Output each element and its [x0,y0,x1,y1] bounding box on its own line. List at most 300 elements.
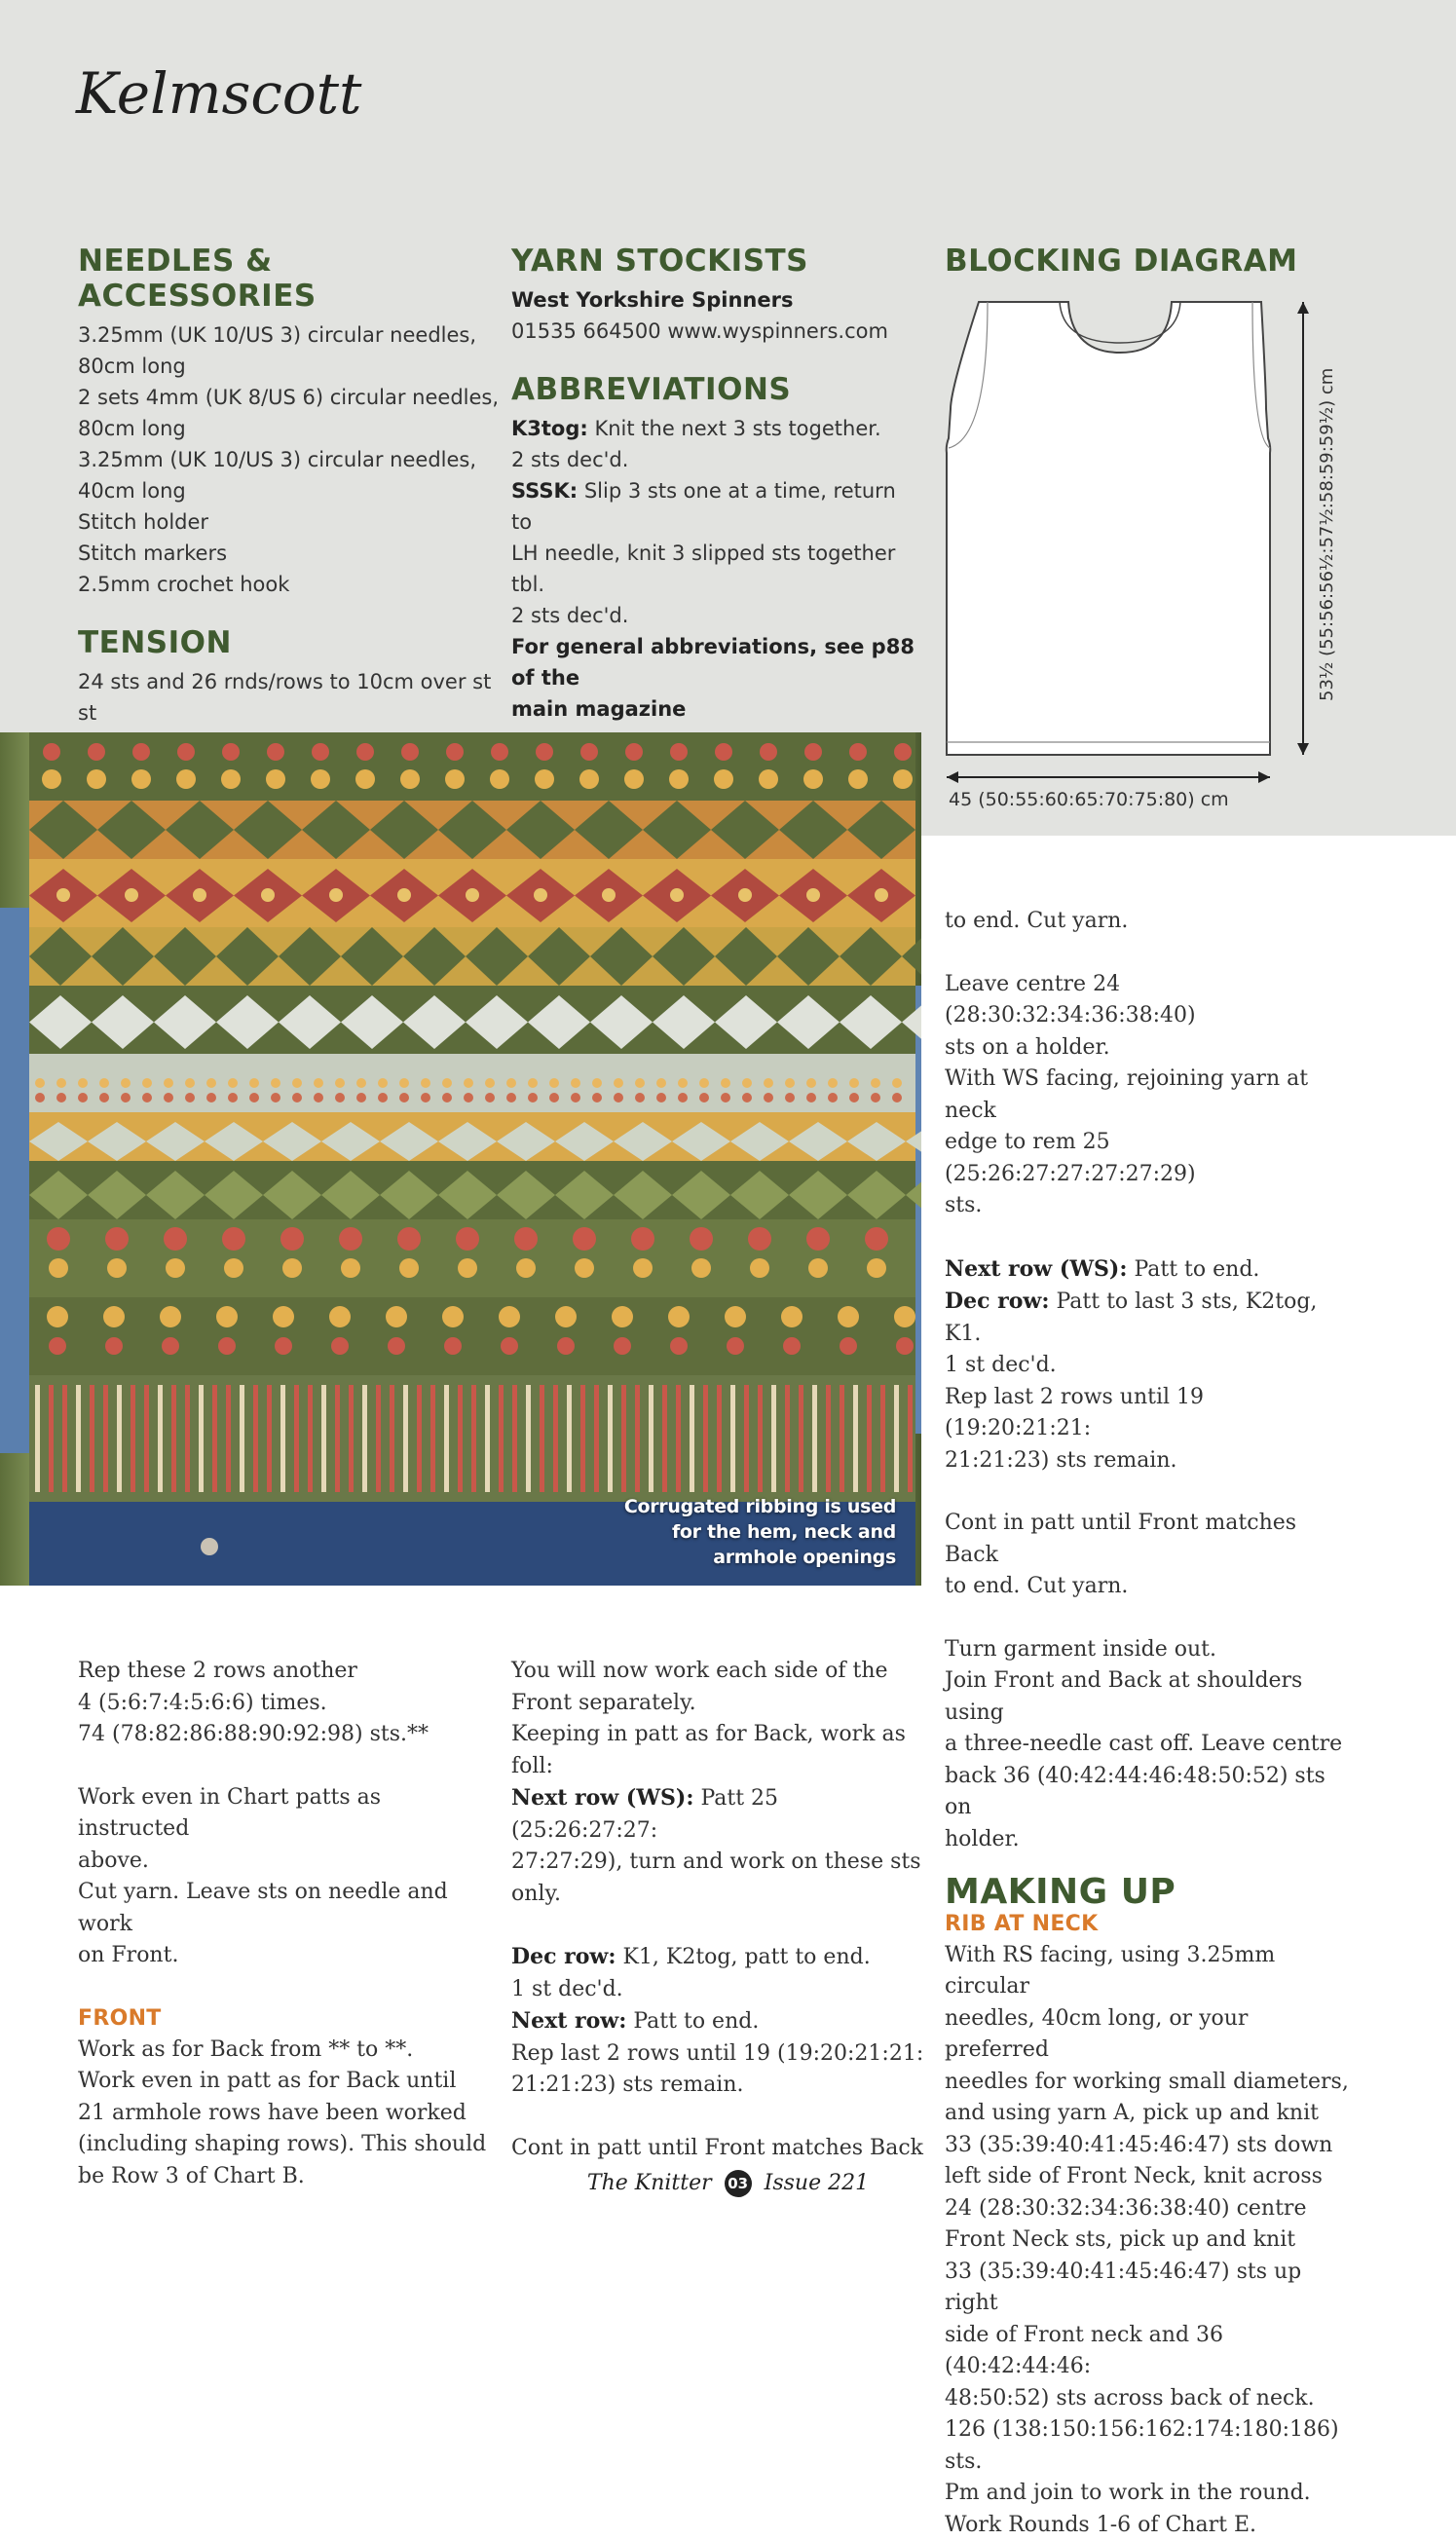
knit-motif [781,1306,803,1327]
knit-motif [849,1078,859,1088]
rib-stitch [785,1385,790,1492]
knit-motif [273,1306,294,1327]
knit-motif [312,743,329,761]
knit-motif [261,888,275,902]
rib-stitch [171,1385,176,1492]
knit-motif [125,888,138,902]
knit-motif [806,888,820,902]
issue-number: Issue 221 [765,2171,869,2195]
rib-stitch [49,1385,54,1492]
knit-motif [514,1227,538,1251]
knit-motif [614,1093,623,1102]
rib-stitch [199,1385,204,1492]
rib-stitch [894,1385,899,1492]
rib-stitch [226,1385,231,1492]
rib-stitch [840,1385,844,1492]
knit-motif [458,1258,477,1278]
knit-motif [633,1258,653,1278]
abbr-term: SSSK: [511,479,578,503]
knit-motif [875,888,888,902]
knit-motif [750,1258,769,1278]
knit-motif [592,1078,602,1088]
knit-motif [528,1093,538,1102]
knit-motif [892,1093,902,1102]
rib-stitch [621,1385,626,1492]
rib-stitch [35,1385,40,1492]
rib-stitch [240,1385,244,1492]
rib-stitch [185,1385,190,1492]
knit-motif [35,1093,45,1102]
instruction-line: Cont in patt until Front matches Back [945,1508,1354,1571]
rib-stitch [417,1385,422,1492]
knit-motif [714,769,733,789]
row-text: K1, K2tog, patt to end. [616,1945,870,1969]
knit-motif [314,1078,323,1088]
knit-motif [445,769,465,789]
knit-motif [491,743,508,761]
knit-motif [571,1093,580,1102]
knit-motif [528,1078,538,1088]
knit-motif [580,743,598,761]
knit-motif [742,1078,752,1088]
knit-motif [490,769,509,789]
knit-motif [105,1227,129,1251]
blocking-diagram-svg [935,292,1363,838]
knit-motif [725,1306,746,1327]
rib-stitch [526,1385,531,1492]
knit-motif [592,1093,602,1102]
knit-motif [228,1078,238,1088]
rib-stitch [430,1385,435,1492]
instructions-col-1 [78,1656,497,2192]
rib-stitch [62,1385,67,1492]
rib-stitch [499,1385,504,1492]
rib-stitch [540,1385,544,1492]
knit-motif [164,1227,187,1251]
knit-motif [840,1337,857,1355]
abbr-term: K3tog: [511,417,588,440]
instruction-line: and using yarn A, pick up and knit [945,2098,1354,2130]
knit-motif [400,769,420,789]
knit-motif [614,1078,623,1088]
knit-motif [625,743,643,761]
knit-motif [222,1227,245,1251]
knit-motif [893,769,913,789]
knit-motif [828,1078,838,1088]
knit-motif [444,1337,462,1355]
knit-motif [464,1093,473,1102]
knit-motif [160,1306,181,1327]
row-text: Patt 25 (25:26:27:27: [511,1786,778,1843]
knit-motif [656,1093,666,1102]
knit-motif [612,1306,633,1327]
knit-motif [292,1093,302,1102]
instruction-line: 24 (28:30:32:34:36:38:40) centre [945,2193,1354,2225]
knit-motif [121,1078,131,1088]
rib-stitch [867,1385,872,1492]
rib-stitch [799,1385,803,1492]
rib-stitch [458,1385,463,1492]
knit-motif [631,1227,654,1251]
row-term: Next row: [511,2008,626,2034]
knit-motif [635,1093,645,1102]
instruction-line: Front separately. [511,1688,925,1720]
rib-stitch [212,1385,217,1492]
stockist-contact: 01535 664500 www.wyspinners.com [511,316,920,347]
row-text: Patt to end. [626,2009,759,2034]
instruction-line: Cut yarn. Leave sts on needle and work [78,1877,497,1940]
instruction-line: 1 st dec'd. [945,1350,1354,1382]
knit-motif [516,1258,536,1278]
knit-motif [849,1093,859,1102]
instruction-line: Join Front and Back at shoulders using [945,1665,1354,1729]
knit-motif [485,1093,495,1102]
caption-line: for the hem, neck and [624,1519,896,1545]
rib-stitch [853,1385,858,1492]
knit-motif [764,1093,773,1102]
rib-stitch [280,1385,285,1492]
knit-motif [164,1078,173,1088]
knit-motif [206,1078,216,1088]
knit-motif [388,1337,405,1355]
knit-motif [356,1078,366,1088]
instruction-line: edge to rem 25 (25:26:27:27:27:27:29) [945,1127,1354,1190]
needles-line: Stitch holder [78,506,506,538]
knit-motif [721,1078,730,1088]
knit-motif [727,1337,744,1355]
knit-motif [785,1078,795,1088]
knit-motif [828,1093,838,1102]
front-heading: FRONT [78,2003,497,2035]
knit-motif [185,1093,195,1102]
instruction-line: 4 (5:6:7:4:5:6:6) times. [78,1688,497,1720]
rib-stitch [362,1385,367,1492]
knit-motif [721,1093,730,1102]
instructions-col-2 [511,1656,925,2164]
row-term: Dec row: [945,1289,1049,1314]
knit-motif [56,1093,66,1102]
knit-motif [99,1078,109,1088]
knit-motif [399,1093,409,1102]
knit-motif [635,1078,645,1088]
knit-motif [99,1093,109,1102]
instruction-line: Rep last 2 rows until 19 (19:20:21:21: [945,1382,1354,1445]
instruction-line: Front Neck sts, pick up and knit [945,2224,1354,2257]
rib-stitch [103,1385,108,1492]
knit-motif [103,1306,125,1327]
instruction-line: Rep these 2 rows another [78,1656,497,1688]
abbr-general: main magazine [511,697,686,721]
knit-motif [105,1337,123,1355]
knit-motif [399,1078,409,1088]
knit-motif [804,743,822,761]
caption-line: armhole openings [624,1545,896,1570]
rib-stitch [471,1385,476,1492]
knit-motif [602,888,616,902]
knit-motif [892,1078,902,1088]
abbr-dec: 2 sts dec'd. [511,444,920,475]
rib-stitch [117,1385,122,1492]
knit-motif [678,1078,688,1088]
knit-motif [222,743,240,761]
knit-motif [121,1093,131,1102]
needles-list [78,319,506,600]
knit-motif [331,1337,349,1355]
knit-motif [466,888,479,902]
instruction-line: 1 st dec'd. [511,1974,925,2006]
knit-motif [35,1078,45,1088]
instruction-line: Cont in patt until Front matches Back [511,2133,925,2165]
tension-heading: TENSION [78,625,506,660]
rib-stitch [158,1385,163,1492]
knit-motif [579,769,599,789]
knit-motif [356,743,374,761]
needles-line: 80cm long [78,351,506,382]
knit-motif [185,1078,195,1088]
knit-motif [176,769,196,789]
instruction-line: Keeping in patt as for Back, work as [511,1719,925,1751]
knit-motif [164,1093,173,1102]
rib-stitch [76,1385,81,1492]
knit-motif [865,1227,888,1251]
knit-motif [56,888,70,902]
rib-stitch [308,1385,313,1492]
knit-motif [335,1078,345,1088]
knit-motif [49,1258,68,1278]
rib-stitch [730,1385,735,1492]
rib-stitch [580,1385,585,1492]
needles-line: 40cm long [78,475,506,506]
instruction-line: Turn garment inside out. [945,1634,1354,1666]
knit-motif [314,1093,323,1102]
row-text: Patt to end. [1127,1257,1259,1282]
instruction-line: 126 (138:150:156:162:174:180:186) sts. [945,2414,1354,2478]
abbr-dec: 2 sts dec'd. [511,600,920,631]
length-arrowhead-bottom [1297,743,1309,755]
knit-motif [228,1093,238,1102]
knit-motif [785,1093,795,1102]
row-term: Next row (WS): [945,1256,1127,1282]
rib-at-neck-heading: RIB AT NECK [945,1909,1354,1940]
instruction-line: Pm and join to work in the round. [945,2478,1354,2510]
knit-motif [206,1093,216,1102]
knit-motif [107,1258,127,1278]
abbreviations-list [511,413,920,725]
knit-motif [78,1093,88,1102]
knit-motif [678,1093,688,1102]
knit-motif [715,743,732,761]
abbr-general: For general abbreviations, see p88 of the [511,635,915,690]
knit-band [29,1297,915,1375]
knit-motif [894,1306,915,1327]
instructions-col-3 [945,906,1354,2541]
knit-motif [838,1306,859,1327]
rib-stitch [758,1385,763,1492]
rib-stitch [144,1385,149,1492]
instruction-line: Leave centre 24 (28:30:32:34:36:38:40) [945,969,1354,1032]
instruction-line: 21:21:23) sts remain. [511,2070,925,2102]
instruction-line: You will now work each side of the [511,1656,925,1688]
knit-motif [341,1258,360,1278]
instruction-line: 74 (78:82:86:88:90:92:98) sts.** [78,1719,497,1751]
instruction-line: on Front. [78,1940,497,1972]
instruction-line: With RS facing, using 3.25mm circular [945,1940,1354,2003]
knit-motif [867,1258,886,1278]
knit-motif [43,743,60,761]
instruction-line: sts. [945,1190,1354,1222]
knit-motif [355,769,375,789]
making-up-heading: MAKING UP [945,1877,1354,1909]
knit-band [29,732,915,801]
knit-motif [571,1078,580,1088]
knit-motif [378,1078,388,1088]
rib-stitch [812,1385,817,1492]
instruction-line: Work even in patt as for Back until [78,2066,497,2098]
knit-motif [221,769,241,789]
knit-motif [691,1258,711,1278]
rib-stitch [594,1385,599,1492]
knit-motif [47,1227,70,1251]
instruction-line: (including shaping rows). This should [78,2129,497,2161]
needles-line: Stitch markers [78,538,506,569]
knit-motif [399,1258,419,1278]
rib-stitch [567,1385,572,1492]
knit-motif [397,1227,421,1251]
rib-stitch [690,1385,694,1492]
rib-stitch [649,1385,653,1492]
instruction-line: 21:21:23) sts remain. [945,1445,1354,1477]
instruction-line: above. [78,1846,497,1878]
instruction-line: Work Rounds 1-6 of Chart E. [945,2510,1354,2541]
knit-motif [760,743,777,761]
knit-motif [421,1093,430,1102]
knit-motif [485,1078,495,1088]
knit-motif [266,769,285,789]
knit-motif [670,888,684,902]
abbreviations-heading: ABBREVIATIONS [511,372,920,407]
knit-motif [499,1306,520,1327]
rib-stitch [880,1385,885,1492]
rib-stitch [349,1385,354,1492]
page-number-badge: 03 [725,2170,752,2197]
rib-stitch [908,1385,913,1492]
page-footer [0,2170,1456,2197]
knit-motif [249,1093,259,1102]
knit-motif [690,1227,713,1251]
knit-motif [177,743,195,761]
knit-motif [506,1093,516,1102]
photo-caption [624,1494,896,1570]
width-label: 45 (50:55:60:65:70:75:80) cm [949,789,1229,810]
instruction-line: only. [511,1879,925,1911]
needles-line: 3.25mm (UK 10/US 3) circular needles, [78,319,506,351]
knit-motif [871,1093,880,1102]
rib-stitch [512,1385,517,1492]
knit-motif [267,743,284,761]
knit-motif [280,1227,304,1251]
row-text: Patt to last 3 sts, K2tog, K1. [945,1289,1317,1346]
rib-stitch [485,1385,490,1492]
needles-line: 2 sets 4mm (UK 8/US 6) circular needles, [78,382,506,413]
knit-motif [442,1306,464,1327]
instruction-line: With WS facing, rejoining yarn at neck [945,1064,1354,1127]
magazine-name: The Knitter [587,2171,712,2195]
knit-motif [56,1078,66,1088]
width-arrowhead-left [947,771,958,783]
rib-stitch [553,1385,558,1492]
knit-motif [848,769,868,789]
knit-motif [501,1337,518,1355]
knit-motif [42,769,61,789]
instruction-line: a three-needle cast off. Leave centre [945,1729,1354,1761]
knit-motif [894,743,912,761]
blocking-heading: BLOCKING DIAGRAM [945,243,1298,279]
instruction-line: Rep last 2 rows until 19 (19:20:21:21: [511,2038,925,2071]
knit-motif [335,1093,345,1102]
knit-motif [87,769,106,789]
knit-motif [271,1093,280,1102]
rib-stitch [90,1385,94,1492]
needles-line: 2.5mm crochet hook [78,569,506,600]
knit-motif [329,1306,351,1327]
knit-motif [442,1093,452,1102]
knit-body [29,732,921,1502]
stockist-name: West Yorkshire Spinners [511,288,793,312]
knit-motif [275,1337,292,1355]
width-arrowhead-right [1258,771,1270,783]
knit-motif [536,743,553,761]
knit-motif [464,1078,473,1088]
knit-motif [339,1227,362,1251]
knit-motif [535,769,554,789]
knit-motif [397,888,411,902]
knit-motif [224,1258,243,1278]
rib-stitch [267,1385,272,1492]
knit-motif [573,1227,596,1251]
instruction-line: be Row 3 of Chart B. [78,2161,497,2193]
knit-motif [456,1227,479,1251]
knit-motif [699,1078,709,1088]
knit-motif [575,1258,594,1278]
rib-stitch [376,1385,381,1492]
knit-motif [549,1093,559,1102]
tension-line: 24 sts and 26 rnds/rows to 10cm over st st [78,666,506,729]
row-term: Dec row: [511,1944,616,1969]
jeans-button [201,1538,218,1555]
rib-stitch [321,1385,326,1492]
knit-motif [668,1306,690,1327]
knit-motif [783,1337,801,1355]
knit-motif [446,743,464,761]
rib-stitch [662,1385,667,1492]
abbr-def-cont: LH needle, knit 3 slipped sts together tbl. [511,538,920,600]
knit-motif [401,743,419,761]
length-arrowhead-top [1297,302,1309,314]
knit-motif [421,1078,430,1088]
knit-motif [849,743,867,761]
knit-motif [131,769,151,789]
instruction-line: holder. [945,1824,1354,1856]
page-title: Kelmscott [76,60,361,127]
needles-line: 80cm long [78,413,506,444]
knit-motif [759,769,778,789]
knit-motif [282,1258,302,1278]
knit-motif [49,1337,66,1355]
instruction-line: Work even in Chart patts as instructed [78,1782,497,1846]
rib-stitch [444,1385,449,1492]
knit-motif [896,1337,914,1355]
instruction-line: sts on a holder. [945,1032,1354,1065]
